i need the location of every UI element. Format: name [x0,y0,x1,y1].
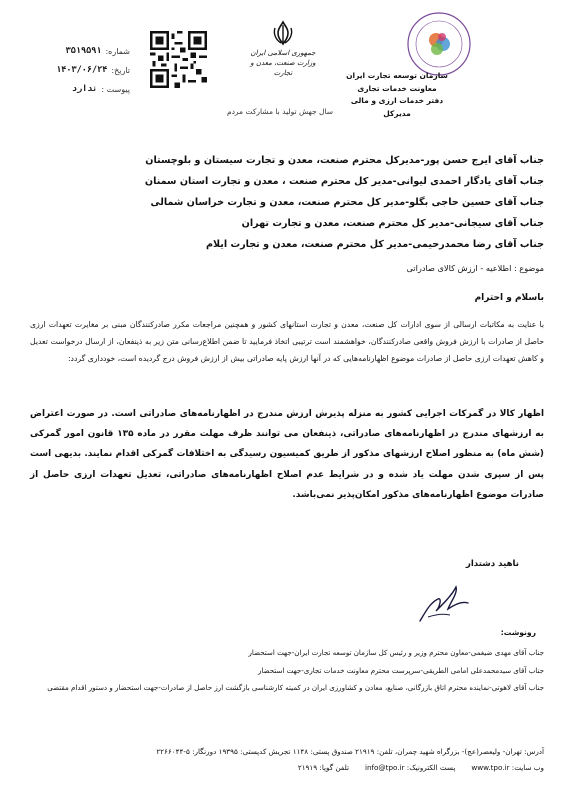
recipient-line: جناب آقای رضا محمدرحیمی-مدیر کل محترم صنعت، معدن و تجارت ایلام [205,239,544,250]
cc-item: جناب آقای لاهوتی-نماینده محترم اتاق بازرگانی، صنایع، معادن و کشاورزی ایران در کمیته کارشناسی بازگشت ارز حاصل از صادرات-جهت استحضار و دستور اقدام مقتضی [47,683,544,692]
handwritten-signature [408,573,488,628]
signer-name: ناهید دشتدار [465,559,519,569]
recipient-line: جناب آقای ایرج حسن پور-مدیرکل محترم صنعت، معدن و تجارت سیستان و بلوچستان [145,155,544,166]
number-value: ۳۵۱۹۵۹۱ [65,46,102,56]
body-paragraph-2: اظهار کالا در گمرکات اجرایی کشور به منزله پذیرش ارزش مندرج در اظهارنامه‌های صادراتی است. در صورت اعتراض به ارزشهای مندرج در اظهارنامه‌های صادراتی، ذینفعان می توانند ظرف مهلت مقرر در ماده ۱۳۵ قانون امور گمرکی (شش ماه) به منظور اصلاح ارزشهای مذکور از طریق کمیسیون رسیدگی به اختلافات گمرکی اقدام نمایند. بدیهی است پس از سپری شدن مهلت یاد شده و در شرایط عدم اصلاح اظهارنامه‌های صادراتی، تعدیل تعهدات ارزی حاصل از صادرات موضوع اظهارنامه‌های مذکور امکان‌پذیر نمی‌باشد. [30,409,545,500]
footer-email[interactable]: پست الکترونیک: info@tpo.ir [364,763,456,772]
subject-line: موضوع : اطلاعیه - ارزش کالای صادراتی [406,263,544,273]
org-line: معاونت خدمات تجاری [357,83,437,93]
date-label: تاریخ: [111,66,130,75]
ministry-line: وزارت صنعت، معدن و تجارت [250,59,316,77]
recipients-list [34,150,544,255]
org-block [332,70,462,120]
iran-emblem-icon [270,20,296,46]
ministry-line: جمهوری اسلامی ایران [250,49,316,57]
org-line: دفتر خدمات ارزی و مالی [350,96,444,105]
tpo-logo [405,10,473,78]
recipient-line: جناب آقای یادگار احمدی لیوانی-مدیر کل محترم صنعت ، معدن و تجارت استان سمنان [144,176,544,187]
year-slogan: سال جهش تولید با مشارکت مردم [226,107,334,116]
cc-item: جناب آقای مهدی ضیغمی-معاون محترم وزیر و رئیس کل سازمان توسعه تجارت ایران-جهت استحضار [248,648,544,657]
recipient-line: جناب آقای حسین حاجی بگلو-مدیر کل محترم صنعت، معدن و تجارت خراسان شمالی [150,197,544,208]
body-paragraph-1: با عنایت به مکاتبات ارسالی از سوی ادارات کل صنعت، معدن و تجارت استانهای کشور و همچنین مراجعات مکرر صادرکنندگان مبنی بر مغایرت تعهدات ارزی حاصل از صادرات با ارزش فروش واقعی صادرکنندگان، خواهشمند است ترتیبی اتخاذ فرمایید تا ضمن اطلاع‌رسانی متن زیر به ذینفعان، از ارسال درخواست تعدیل و کاهش تعهدات ارزی حاصل از صادرات موضوع اظهارنامه‌هایی که در آنها ارزش پایه صادراتی بیش از ارزش فروش درج گردیده است، خودداری گردد: [30,320,544,363]
date-value: ۱۴۰۳/۰۶/۲۴ [56,65,108,75]
cc-list [30,644,544,697]
org-line: سازمان توسعه تجارت ایران [346,71,448,80]
number-label: شماره: [105,47,130,56]
cc-item: جناب آقای سیدمحمدعلی امامی الطریقی-سرپرست محترم معاونت خدمات تجاری-جهت استحضار [257,665,544,675]
greeting: باسلام و احترام [474,293,544,303]
attachment-value: ندارد [71,84,98,94]
qr-code [150,31,207,88]
recipient-line: جناب آقای سیجانی-مدیر کل محترم صنعت، معدن و تجارت تهران [241,218,544,229]
cc-title: رونوشت: [500,628,536,637]
attachment-label: پیوست : [101,85,130,94]
footer-website[interactable]: وب سایت: www.tpo.ir [471,763,544,772]
ministry-block [240,48,326,78]
footer-address: آدرس: تهران- ولیعصر(عج)- بزرگراه شهید چمران، تلفن: ۲۱۹۱۹ صندوق پستی: ۱۱۴۸ تجریش کدپستی: ۱۹۳۹۵ دورنگار: ۵-۲۲۶۶۰۴۴ [156,747,544,756]
footer [14,744,544,776]
org-line: مدیرکل [383,108,411,118]
footer-free-phone: تلفن گویا: ۲۱۹۱۹ [297,763,349,772]
letter-meta [18,42,130,99]
